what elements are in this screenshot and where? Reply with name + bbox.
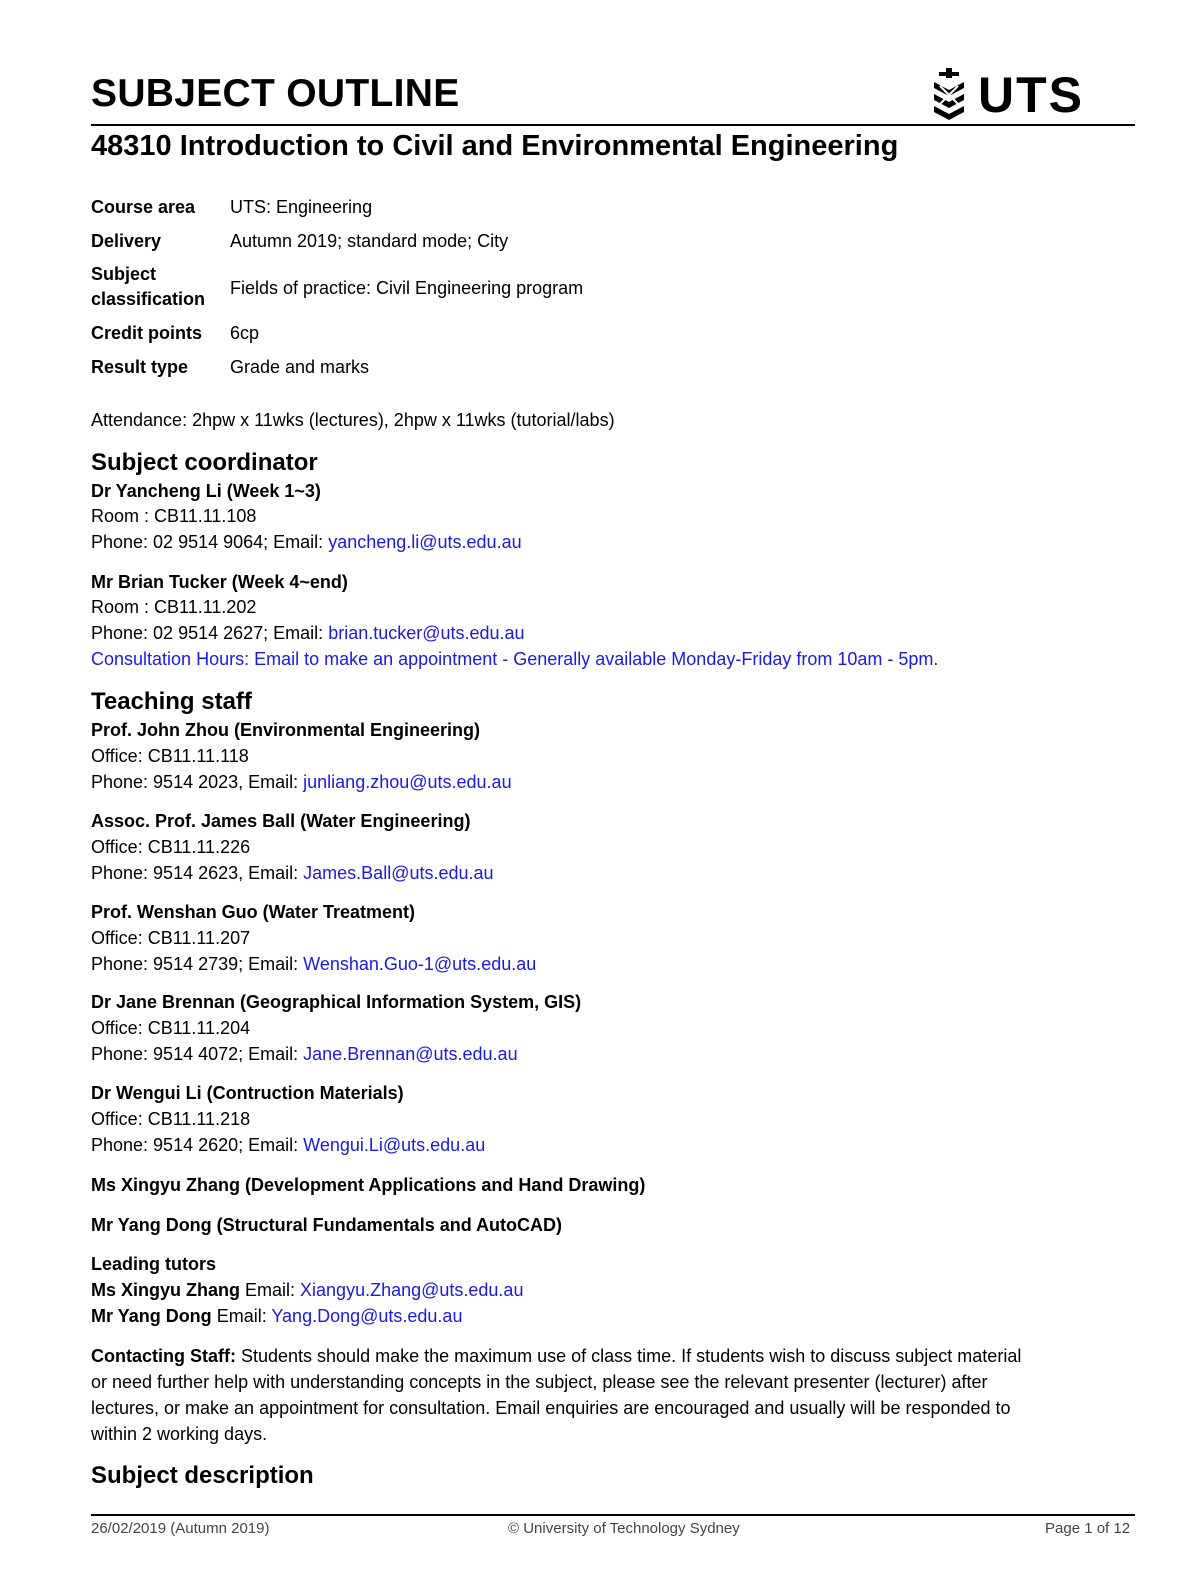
info-value: Fields of practice: Civil Engineering program bbox=[230, 278, 584, 298]
staff-name: Ms Xingyu Zhang (Development Applications and Hand Drawing) bbox=[91, 1175, 646, 1195]
coordinator-room: Room : CB11.11.202 bbox=[91, 597, 257, 617]
coordinator-room: Room : CB11.11.108 bbox=[91, 506, 257, 526]
email-link[interactable]: Wenshan.Guo-1@uts.edu.au bbox=[303, 954, 537, 974]
email-link[interactable]: brian.tucker@uts.edu.au bbox=[328, 623, 525, 643]
email-link[interactable]: Jane.Brennan@uts.edu.au bbox=[303, 1044, 518, 1064]
staff-contact bbox=[91, 769, 512, 795]
paragraph-text: Students should make the maximum use of class time. If students wish to discuss subject material bbox=[235, 1346, 1022, 1366]
phone-text: Phone: 9514 2623, Email: bbox=[91, 863, 304, 883]
phone-text: Phone: 9514 4072; Email: bbox=[91, 1044, 304, 1064]
phone-text: Phone: 02 9514 9064; Email: bbox=[91, 532, 329, 552]
footer-page-number: Page 1 of 12 bbox=[1045, 1520, 1131, 1537]
email-link[interactable]: Yang.Dong@uts.edu.au bbox=[271, 1306, 463, 1326]
info-label: Course area bbox=[91, 197, 196, 217]
tutor-contact bbox=[91, 1277, 523, 1303]
info-value: 6cp bbox=[230, 323, 260, 343]
staff-name: Assoc. Prof. James Ball (Water Engineering) bbox=[91, 811, 471, 831]
staff-office: Office: CB11.11.204 bbox=[91, 1018, 251, 1038]
uts-logo bbox=[930, 68, 1095, 124]
phone-text: Phone: 9514 2023, Email: bbox=[91, 772, 304, 792]
uts-crest-icon bbox=[930, 68, 968, 124]
tutor-contact bbox=[91, 1303, 462, 1329]
staff-office: Office: CB11.11.207 bbox=[91, 928, 251, 948]
staff-office: Office: CB11.11.226 bbox=[91, 837, 251, 857]
coordinator-contact bbox=[91, 620, 525, 646]
email-label: Email: bbox=[211, 1306, 272, 1326]
coordinator-name: Mr Brian Tucker (Week 4~end) bbox=[91, 572, 348, 592]
email-link[interactable]: James.Ball@uts.edu.au bbox=[303, 863, 494, 883]
coordinator-contact bbox=[91, 529, 522, 555]
info-value: Grade and marks bbox=[230, 357, 370, 377]
info-label: Delivery bbox=[91, 231, 162, 251]
subject-description-heading: Subject description bbox=[91, 1462, 314, 1489]
document-title: SUBJECT OUTLINE bbox=[91, 72, 460, 115]
uts-logo-text: UTS bbox=[978, 67, 1084, 123]
info-value: UTS: Engineering bbox=[230, 197, 373, 217]
info-value: Autumn 2019; standard mode; City bbox=[230, 231, 509, 251]
paragraph-line bbox=[91, 1343, 1131, 1369]
staff-contact bbox=[91, 860, 494, 886]
staff-contact bbox=[91, 1041, 518, 1067]
header-divider bbox=[91, 124, 1135, 126]
phone-text: Phone: 9514 2620; Email: bbox=[91, 1135, 304, 1155]
paragraph-line: lectures, or make an appointment for consultation. Email enquiries are encouraged and usually will be responded to bbox=[91, 1398, 1011, 1418]
coordinator-name: Dr Yancheng Li (Week 1~3) bbox=[91, 481, 321, 501]
subject-title: 48310 Introduction to Civil and Environmental Engineering bbox=[91, 130, 899, 162]
tutor-name: Ms Xingyu Zhang bbox=[91, 1280, 241, 1300]
staff-contact bbox=[91, 951, 536, 977]
phone-text: Phone: 9514 2739; Email: bbox=[91, 954, 304, 974]
staff-name: Dr Wengui Li (Contruction Materials) bbox=[91, 1083, 404, 1103]
footer-date: 26/02/2019 (Autumn 2019) bbox=[91, 1520, 270, 1537]
attendance-text: Attendance: 2hpw x 11wks (lectures), 2hpw x 11wks (tutorial/labs) bbox=[91, 410, 615, 430]
email-link[interactable]: yancheng.li@uts.edu.au bbox=[328, 532, 522, 552]
email-link[interactable]: Wengui.Li@uts.edu.au bbox=[303, 1135, 486, 1155]
staff-contact bbox=[91, 1132, 485, 1158]
paragraph-line: within 2 working days. bbox=[91, 1424, 268, 1444]
staff-name: Prof. Wenshan Guo (Water Treatment) bbox=[91, 902, 416, 922]
paragraph-line: or need further help with understanding concepts in the subject, please see the relevant presenter (lecturer) after bbox=[91, 1372, 988, 1392]
footer-copyright: © University of Technology Sydney bbox=[508, 1520, 740, 1537]
leading-tutors-heading: Leading tutors bbox=[91, 1254, 216, 1274]
consultation-hours: Consultation Hours: Email to make an appointment - Generally available Monday-Friday from 10am - 5pm. bbox=[91, 649, 939, 669]
email-label: Email: bbox=[240, 1280, 301, 1300]
info-label: Credit points bbox=[91, 323, 202, 343]
info-label: Result type bbox=[91, 357, 189, 377]
staff-name: Mr Yang Dong (Structural Fundamentals and AutoCAD) bbox=[91, 1215, 563, 1235]
footer-divider bbox=[91, 1514, 1135, 1516]
info-label: Subject bbox=[91, 264, 157, 284]
staff-office: Office: CB11.11.118 bbox=[91, 746, 249, 766]
info-label-line2: classification bbox=[91, 289, 206, 309]
email-link[interactable]: junliang.zhou@uts.edu.au bbox=[303, 772, 512, 792]
contacting-staff-paragraph bbox=[91, 1343, 1131, 1447]
teaching-staff-heading: Teaching staff bbox=[91, 688, 252, 715]
contacting-staff-label: Contacting Staff: bbox=[91, 1346, 236, 1366]
email-link[interactable]: Xiangyu.Zhang@uts.edu.au bbox=[300, 1280, 524, 1300]
page-header bbox=[91, 68, 1135, 126]
staff-name: Dr Jane Brennan (Geographical Information System, GIS) bbox=[91, 992, 582, 1012]
tutor-name: Mr Yang Dong bbox=[91, 1306, 212, 1326]
coordinator-heading: Subject coordinator bbox=[91, 449, 318, 476]
staff-name: Prof. John Zhou (Environmental Engineering) bbox=[91, 720, 481, 740]
phone-text: Phone: 02 9514 2627; Email: bbox=[91, 623, 329, 643]
staff-office: Office: CB11.11.218 bbox=[91, 1109, 251, 1129]
